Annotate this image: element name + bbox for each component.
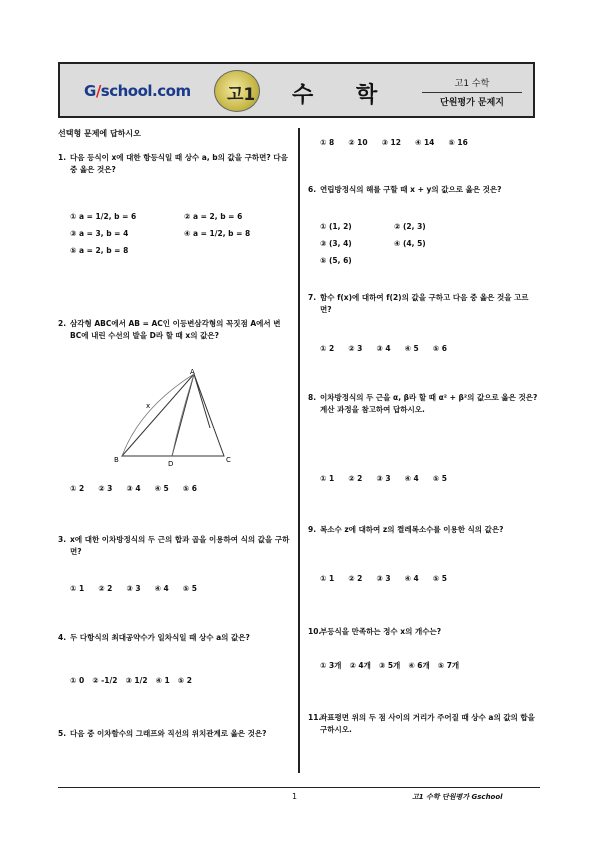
left-column [58,128,290,147]
option[interactable]: ② 2 [98,584,113,593]
option[interactable]: ③ 3 [376,474,391,483]
option[interactable]: ⑤ 5 [432,474,447,483]
column-divider [298,128,300,773]
option[interactable]: ① 2 [320,344,335,353]
q3-options [70,584,290,601]
footer-brand: 고1 수학 단원평가 Gschool [412,793,503,801]
q1-options [70,212,290,263]
option[interactable]: ② 10 [348,138,368,147]
option[interactable]: ② a = 2, b = 6 [184,212,243,221]
q9-options [320,574,540,591]
option[interactable]: ① (1, 2) [320,222,352,231]
option[interactable]: ① 3개 [320,661,342,670]
option[interactable]: ④ a = 1/2, b = 8 [184,229,251,238]
q4-options [70,676,295,693]
option[interactable]: ④ 14 [415,138,435,147]
option[interactable]: ① 1 [70,584,85,593]
option[interactable]: ⑤ 7개 [437,661,460,670]
header-info: 고1 수학 단원평가 문제지 [422,76,522,108]
subject-char-1: 수 [292,83,314,108]
option[interactable]: ③ a = 3, b = 4 [70,229,129,238]
option[interactable]: ⑤ a = 2, b = 8 [70,246,129,255]
question-9: 9. 복소수 z에 대하여 z의 켤레복소수를 이용한 식의 값은? [308,525,504,534]
option[interactable]: ① 1 [320,574,335,583]
question-8: 8. 이차방정식의 두 근을 α, β라 할 때 α² + β²의 값으로 옳은 것은? 계산 과정을 참고하여 답하시오. [308,393,538,414]
q10-options [320,660,545,679]
question-3: 3. x에 대한 이차방정식의 두 근의 합과 곱을 이용하여 식의 값을 구하면? [58,535,290,556]
option[interactable]: ④ 4 [404,574,419,583]
label-d: D [168,460,174,468]
option[interactable]: ④ (4, 5) [394,239,426,248]
option[interactable]: ⑤ (5, 6) [320,256,352,265]
label-x: x [146,402,151,410]
q8-options [320,474,540,491]
q7-options [320,344,540,361]
question-1: 1. 다음 등식이 x에 대한 항등식일 때 상수 a, b의 값을 구하면? 다음 중 옳은 것은? [58,153,288,174]
subject-char-2: 학 [356,83,378,108]
option[interactable]: ④ 5 [154,484,169,493]
option[interactable]: ⑤ 6 [182,484,197,493]
question-4: 4. 두 다항식의 최대공약수가 일차식일 때 상수 a의 값은? [58,633,250,642]
section-title: 선택형 문제에 답하시오 [58,129,141,138]
option[interactable]: ③ 5개 [378,661,401,670]
option[interactable]: ⑤ 5 [182,584,197,593]
q6-options [320,222,540,273]
option[interactable]: ② 3 [348,344,363,353]
option[interactable]: ② -1/2 [92,676,118,685]
question-10: 10. 부등식을 만족하는 정수 x의 개수는? [308,627,442,636]
gschool-logo: G/school.com [84,82,191,100]
question-11: 11. 좌표평면 위의 두 점 사이의 거리가 주어질 때 상수 a의 값의 합을 구하시오. [308,713,535,734]
option[interactable]: ② 2 [348,574,363,583]
option[interactable]: ① a = 1/2, b = 6 [70,212,137,221]
option[interactable]: ③ 12 [381,138,401,147]
option[interactable]: ① 8 [320,138,335,147]
q2-options [70,484,290,501]
option[interactable]: ③ 3 [126,584,141,593]
label-c: C [226,456,231,464]
option[interactable]: ⑤ 16 [448,138,468,147]
option[interactable]: ④ 4 [154,584,169,593]
option[interactable]: ② 2 [348,474,363,483]
page-number: 1 [292,792,298,801]
option[interactable]: ⑤ 5 [432,574,447,583]
label-a: A [190,368,195,376]
option[interactable]: ① 2 [70,484,85,493]
option[interactable]: ⑤ 6 [432,344,447,353]
option[interactable]: ① 0 [70,676,85,685]
option[interactable]: ③ (3, 4) [320,239,352,248]
option[interactable]: ④ 5 [404,344,419,353]
footer-rule [58,787,540,788]
question-6: 6. 연립방정식의 해를 구할 때 x + y의 값으로 옳은 것은? [308,185,502,194]
q5-continued-options [320,138,540,155]
option[interactable]: ② 3 [98,484,113,493]
option[interactable]: ① 1 [320,474,335,483]
question-5: 5. 다음 중 이차함수의 그래프와 직선의 위치관계로 옳은 것은? [58,729,267,738]
option[interactable]: ③ 4 [376,344,391,353]
option[interactable]: ③ 1/2 [125,676,148,685]
grade-badge-icon: 고1 [214,70,260,112]
question-7: 7. 함수 f(x)에 대하여 f(2)의 값을 구하고 다음 중 옳은 것을 고르면? [308,293,529,314]
option[interactable]: ③ 3 [376,574,391,583]
option[interactable]: ② 4개 [349,661,371,670]
question-2: 2. 삼각형 ABC에서 AB = AC인 이등변삼각형의 꼭짓점 A에서 변 BC에 내린 수선의 발을 D라 할 때 x의 값은? [58,319,281,340]
option[interactable]: ④ 6개 [408,661,430,670]
option[interactable]: ⑤ 2 [177,676,192,685]
option[interactable]: ④ 1 [155,676,170,685]
option[interactable]: ④ 4 [404,474,419,483]
triangle-figure [110,368,240,468]
option[interactable]: ② (2, 3) [394,222,426,231]
option[interactable]: ③ 4 [126,484,141,493]
label-b: B [114,456,119,464]
page-header [58,62,535,118]
